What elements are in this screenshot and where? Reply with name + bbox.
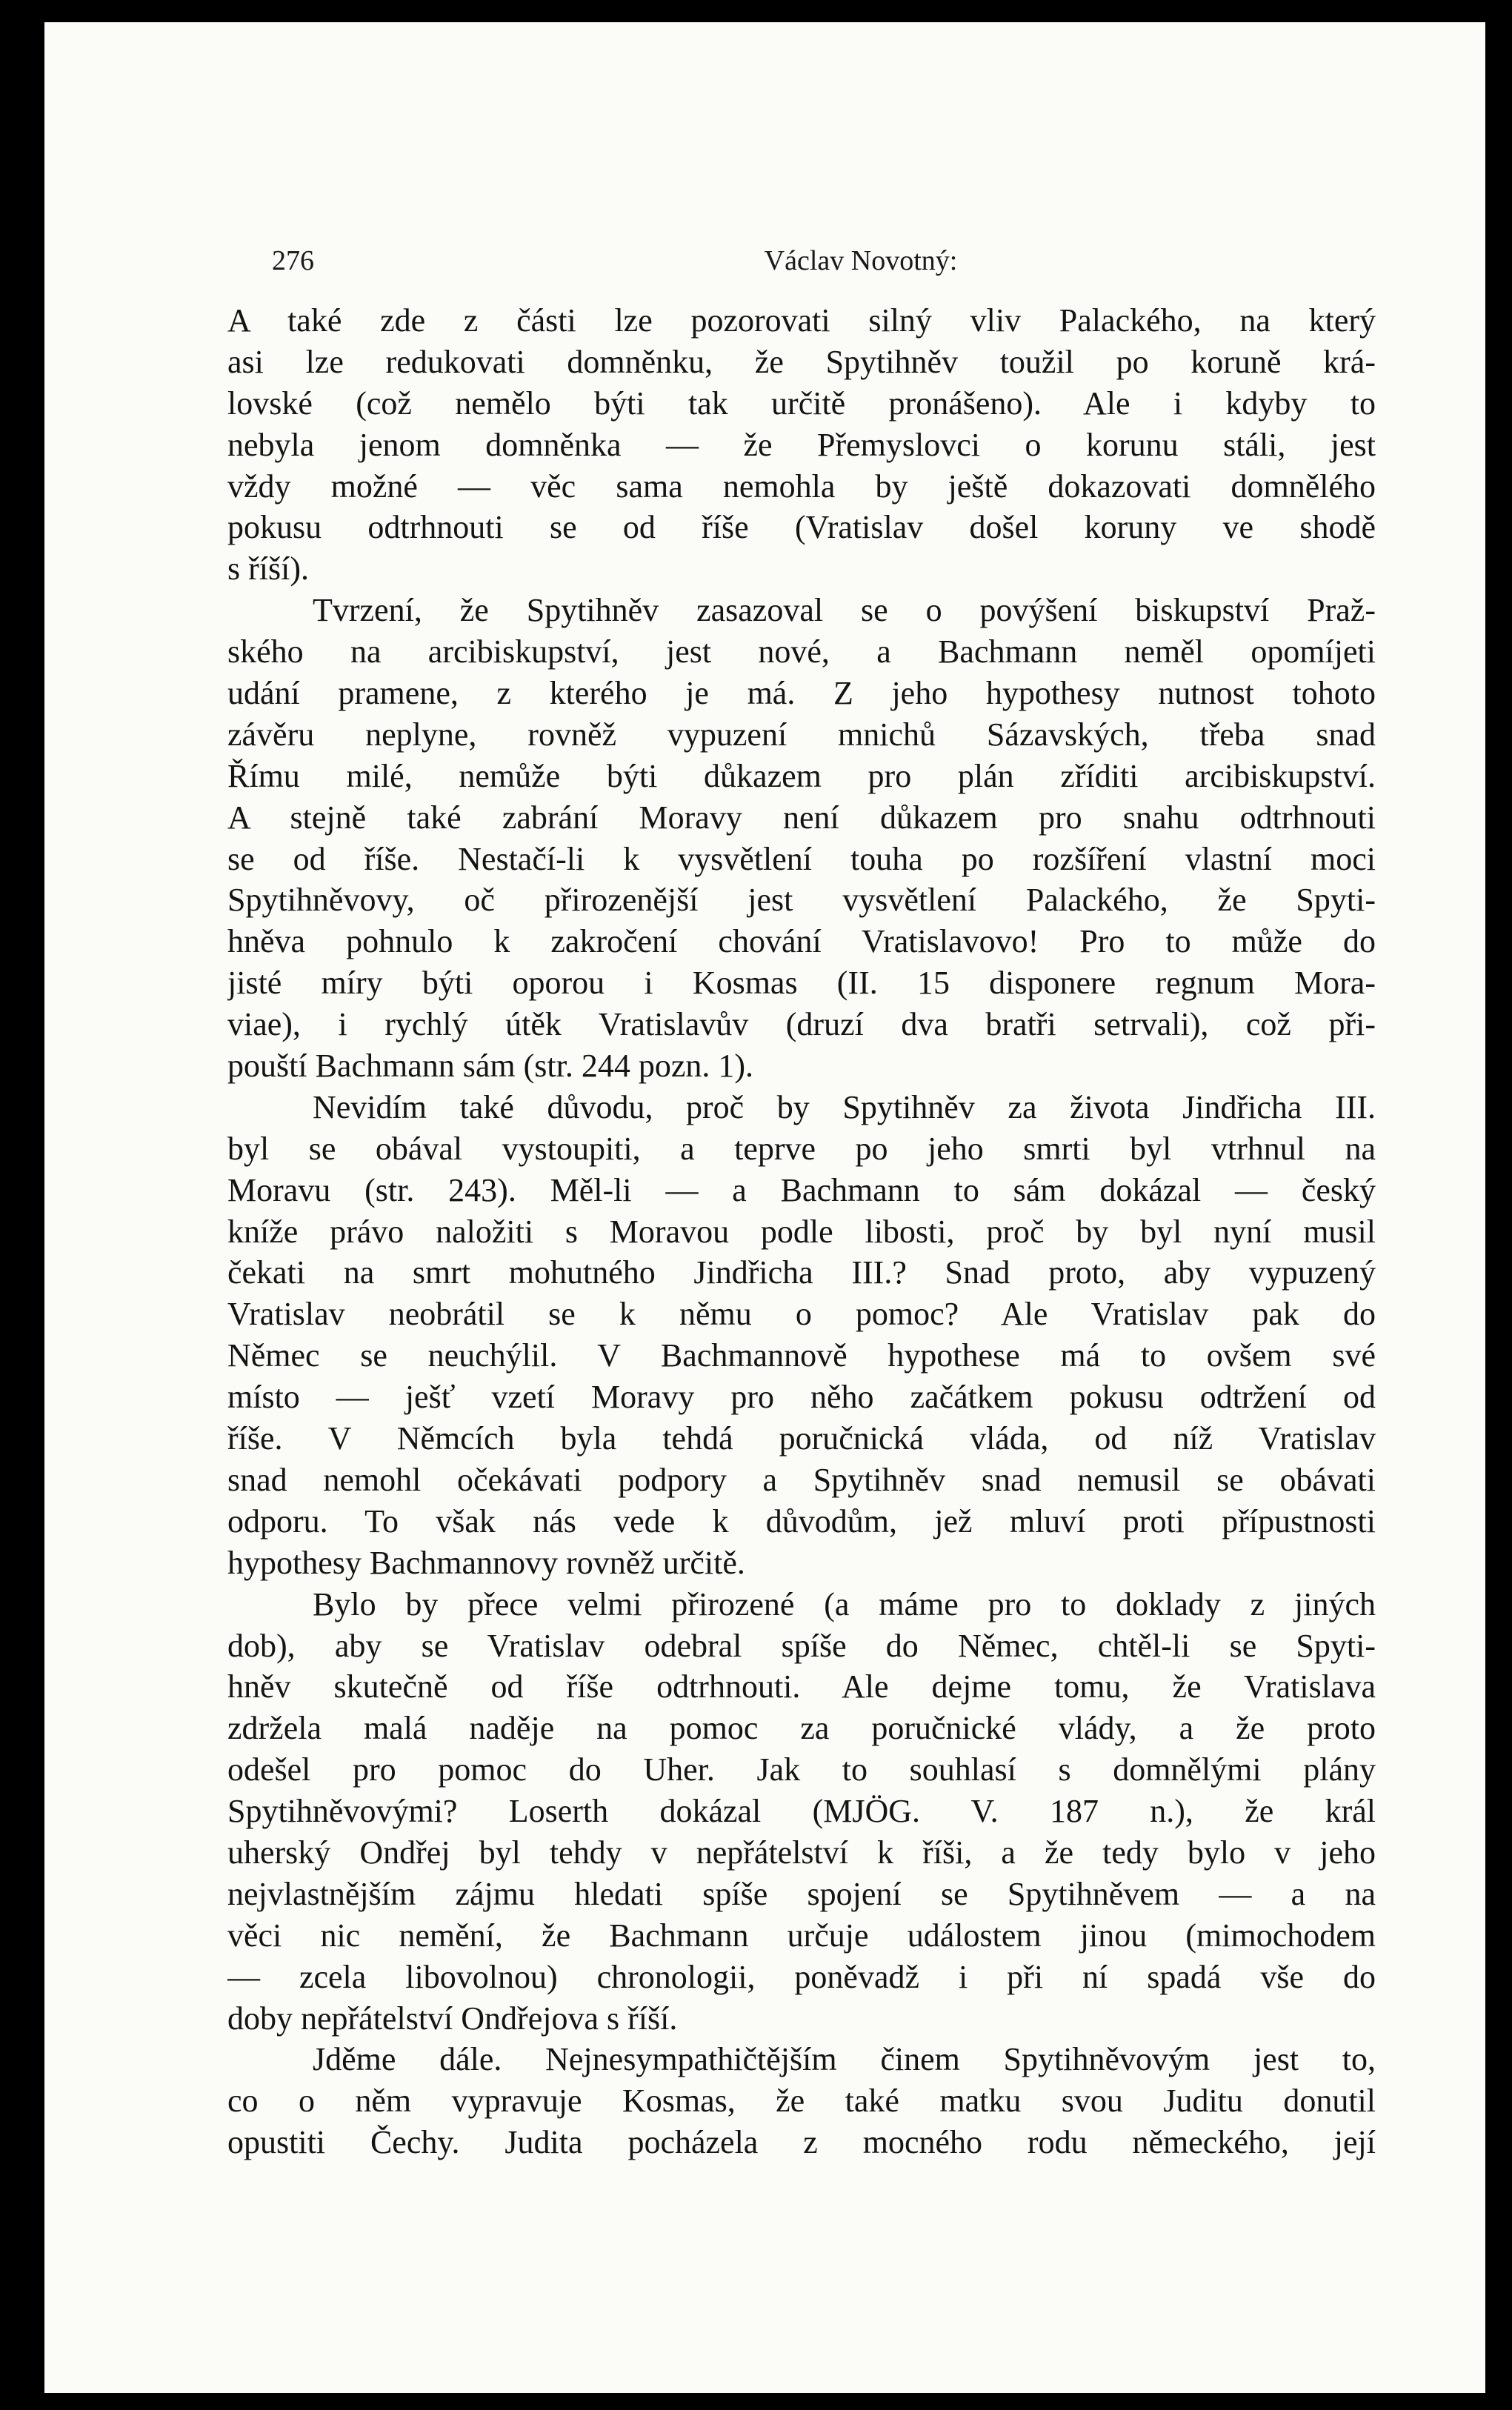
running-title: Václav Novotný: [764, 245, 958, 276]
text-line: vždy možné — věc sama nemohla by ještě dokazovati domnělého [227, 467, 1376, 505]
text-line: místo — ješť vzetí Moravy pro něho začátkem pokusu odtržení od [227, 1379, 1376, 1416]
text-line: uherský Ondřej byl tehdy v nepřátelství k říši, a že tedy bylo v jeho [227, 1834, 1376, 1871]
text-line: s říší). [227, 550, 309, 587]
text-line: lovské (což nemělo býti tak určitě pronášeno). Ale i kdyby to [227, 385, 1376, 422]
body-text [227, 300, 1376, 2163]
text-line: odporu. To však nás vede k důvodům, jež mluví proti přípustnosti [227, 1502, 1376, 1539]
text-line: jisté míry býti oporou i Kosmas (II. 15 disponere regnum Mora- [227, 965, 1376, 1002]
text-line: dob), aby se Vratislav odebral spíše do Němec, chtěl-li se Spyti- [227, 1627, 1376, 1664]
text-line: viae), i rychlý útěk Vratislavův (druzí dva bratři setrvali), což při- [227, 1006, 1376, 1043]
text-line: nebyla jenom domněnka — že Přemyslovci o korunu stáli, jest [227, 426, 1376, 463]
text-line: čekati na smrt mohutného Jindřicha III.? Snad proto, aby vypuzený [227, 1254, 1376, 1291]
text-line: Nevidím také důvodu, proč by Spytihněv za života Jindřicha III. [313, 1088, 1376, 1125]
paragraph [227, 2039, 1376, 2163]
text-line: snad nemohl očekávati podpory a Spytihněv snad nemusil se obávati [227, 1461, 1376, 1498]
text-line: hněv skutečně od říše odtrhnouti. Ale dejme tomu, že Vratislava [227, 1668, 1376, 1705]
text-line: Vratislav neobrátil se k němu o pomoc? Ale Vratislav pak do [227, 1296, 1376, 1333]
page-number: 276 [272, 245, 314, 276]
text-line: udání pramene, z kterého je má. Z jeho hypothesy nutnost tohoto [227, 675, 1376, 712]
text-line: A stejně také zabrání Moravy není důkazem pro snahu odtrhnouti [227, 799, 1376, 836]
text-line: hněva pohnulo k zakročení chování Vratislavovo! Pro to může do [227, 923, 1376, 960]
text-line: Spytihněvovými? Loserth dokázal (MJÖG. V. 187 n.), že král [227, 1793, 1376, 1830]
text-line: Bylo by přece velmi přirozené (a máme pro to doklady z jiných [313, 1585, 1376, 1622]
text-line: věci nic nemění, že Bachmann určuje událostem jinou (mimochodem [227, 1917, 1376, 1954]
text-line: Tvrzení, že Spytihněv zasazoval se o povýšení biskupství Praž- [313, 592, 1376, 629]
text-line: byl se obával vystoupiti, a teprve po jeho smrti byl vtrhnul na [227, 1130, 1376, 1167]
text-line: odešel pro pomoc do Uher. Jak to souhlasí s domnělými plány [227, 1751, 1376, 1788]
text-line: doby nepřátelství Ondřejova s říší. [227, 2000, 678, 2037]
paragraph [227, 590, 1376, 1087]
text-line: nejvlastnějším zájmu hledati spíše spojení se Spytihněvem — a na [227, 1875, 1376, 1912]
page-header [272, 244, 1420, 289]
text-line: Jděme dále. Nejnesympathičtějším činem Spytihněvovým jest to, [313, 2041, 1376, 2078]
text-line: opustiti Čechy. Judita pocházela z mocného rodu německého, její [227, 2124, 1376, 2161]
text-line: Moravu (str. 243). Měl-li — a Bachmann to sám dokázal — český [227, 1171, 1376, 1208]
text-line: asi lze redukovati domněnku, že Spytihněv toužil po koruně krá- [227, 343, 1376, 380]
text-line: Římu milé, nemůže býti důkazem pro plán zříditi arcibiskupství. [227, 757, 1376, 794]
text-line: Spytihněvovy, oč přirozenější jest vysvětlení Palackého, že Spyti- [227, 882, 1376, 919]
text-line: co o něm vypravuje Kosmas, že také matku svou Juditu donutil [227, 2083, 1376, 2120]
text-line: ského na arcibiskupství, jest nové, a Bachmann neměl opomíjeti [227, 633, 1376, 670]
paragraph [227, 1087, 1376, 1584]
text-line: závěru neplyne, rovněž vypuzení mnichů Sázavských, třeba snad [227, 716, 1376, 753]
paragraph [227, 300, 1376, 590]
text-line: zdržela malá naděje na pomoc za poručnické vlády, a že proto [227, 1710, 1376, 1747]
paragraph [227, 1584, 1376, 2040]
text-line: A také zde z části lze pozorovati silný vliv Palackého, na který [227, 302, 1376, 339]
text-line: pouští Bachmann sám (str. 244 pozn. 1). [227, 1048, 754, 1085]
text-line: pokusu odtrhnouti se od říše (Vratislav došel koruny ve shodě [227, 509, 1376, 546]
text-line: Němec se neuchýlil. V Bachmannově hypothese má to ovšem své [227, 1337, 1376, 1374]
text-line: říše. V Němcích byla tehdá poručnická vláda, od níž Vratislav [227, 1420, 1376, 1457]
text-line: hypothesy Bachmannovy rovněž určitě. [227, 1544, 745, 1581]
text-line: kníže právo naložiti s Moravou podle libosti, proč by byl nyní musil [227, 1213, 1376, 1250]
text-line: — zcela libovolnou) chronologii, poněvadž i při ní spadá vše do [227, 1958, 1376, 1995]
text-line: se od říše. Nestačí-li k vysvětlení touha po rozšíření vlastní moci [227, 840, 1376, 877]
